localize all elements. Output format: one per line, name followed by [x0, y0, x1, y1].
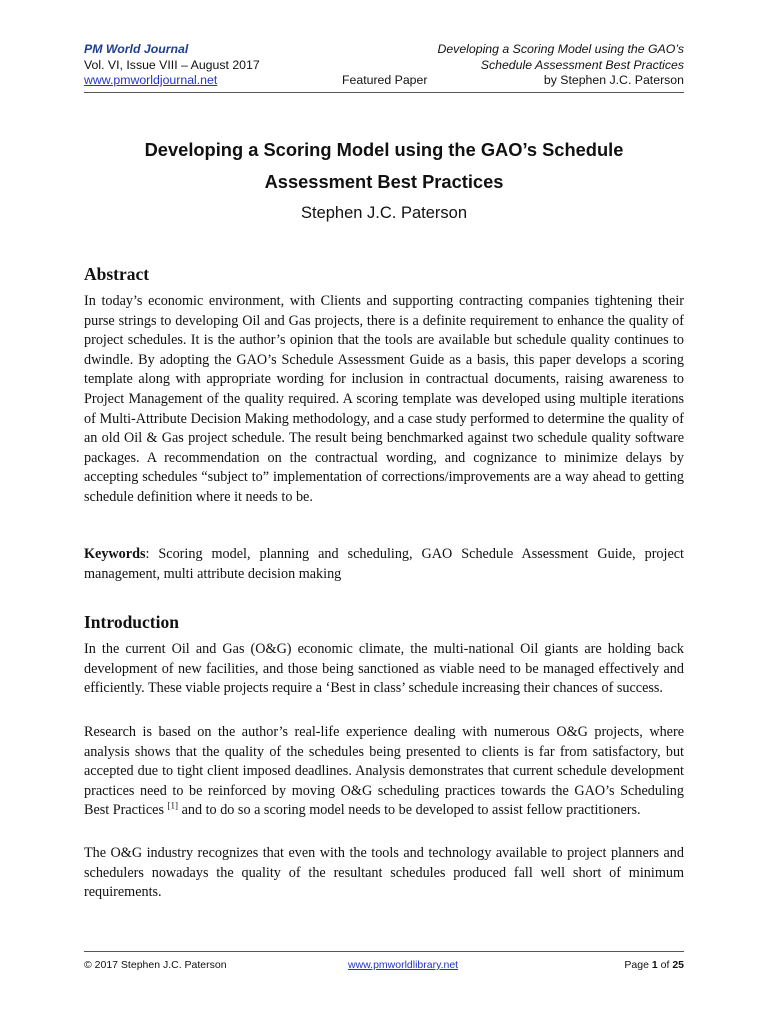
intro-paragraph-1: In the current Oil and Gas (O&G) economic climate, the multi-national Oil giants are holding back development of new facilities, and those being sanctioned as viable need to be managed effectively and efficiently. These viable projects require a ‘Best in class’ schedule increasing their chances of success. — [84, 641, 684, 697]
running-title-line2: Schedule Assessment Best Practices — [480, 57, 684, 72]
intro-paragraph-2-text-a: Research is based on the author’s real-life experience dealing with numerous O&G projects, where analysis shows that the quality of the schedules being presented to clients is far from satisfactory, but accepted due to tight client imposed deadlines. Analysis demonstrates that current schedule development practices need to be reinforced by moving O&G scheduling practices towards the GAO’s Scheduling Best Practices — [84, 724, 684, 819]
footer-url-link[interactable]: www.pmworldlibrary.net — [348, 959, 459, 971]
intro-paragraph-2 — [84, 723, 684, 821]
header-author: by Stephen J.C. Paterson — [543, 73, 684, 87]
header-right — [437, 42, 684, 73]
journal-url-link[interactable]: www.pmworldjournal.net — [84, 73, 218, 87]
running-title-line1: Developing a Scoring Model using the GAO’s — [437, 42, 684, 56]
page-footer — [84, 959, 684, 973]
intro-paragraph-3: The O&G industry recognizes that even with the tools and technology available to project planners and schedulers nowadays the quality of the resultant schedules produced fall well short of minimum requirements. — [84, 845, 684, 901]
journal-name — [84, 42, 260, 58]
abstract-heading: Abstract — [84, 264, 150, 284]
header-left — [84, 42, 260, 89]
abstract-text: In today’s economic environment, with Clients and supporting contracting companies tightening their purse strings to developing Oil and Gas projects, there is a definite requirement to enhance the quality of project schedules. It is the author’s opinion that the tools are available but schedule quality continues to dwindle. By adopting the GAO’s Schedule Assessment Guide as a basis, this paper develops a scoring template along with appropriate wording for inclusion in contractual documents, raising awareness to Project Management of the quality required. A scoring template was developed using multiple iterations of Multi-Attribute Decision Making methodology, and a case study performed to determine the quality of an old Oil & Gas project schedule. The result being benchmarked against two schedule quality software packages. A recommendation on the contractual wording, and cognizance to minimize delays by accepting schedules “subject to” implementation of corrections/improvements are a way ahead to getting schedule definition where it needs to be. — [84, 293, 684, 505]
keywords-text: : Scoring model, planning and scheduling, GAO Schedule Assessment Guide, project management, multi attribute decision making — [84, 546, 684, 582]
page-current: 1 — [651, 959, 658, 971]
page-of: of — [657, 959, 673, 971]
keywords-paragraph — [84, 545, 684, 584]
journal-name-part2: Journal — [143, 42, 189, 56]
introduction-heading: Introduction — [84, 612, 179, 632]
section-label: Featured Paper — [342, 73, 428, 87]
paper-author: Stephen J.C. Paterson — [300, 204, 467, 222]
page-number — [624, 959, 684, 971]
citation-ref[interactable]: [1] — [167, 800, 179, 811]
paper-title — [84, 134, 684, 198]
keywords-label: Keywords — [84, 546, 146, 562]
footer-copyright: © 2017 Stephen J.C. Paterson — [84, 959, 227, 971]
intro-paragraph-2-text-b: and to do so a scoring model needs to be developed to assist fellow practitioners. — [178, 802, 641, 819]
footer-divider — [84, 951, 684, 952]
page-total: 25 — [672, 959, 684, 971]
journal-name-part1: PM World — [84, 42, 144, 56]
page-prefix: Page — [624, 959, 652, 971]
journal-volume: Vol. VI, Issue VIII – August 2017 — [84, 57, 260, 72]
paper-title-line2: Assessment Best Practices — [264, 171, 504, 192]
page-header — [84, 42, 684, 92]
header-divider — [84, 92, 684, 93]
paper-title-line1: Developing a Scoring Model using the GAO’s Schedule — [144, 139, 624, 160]
